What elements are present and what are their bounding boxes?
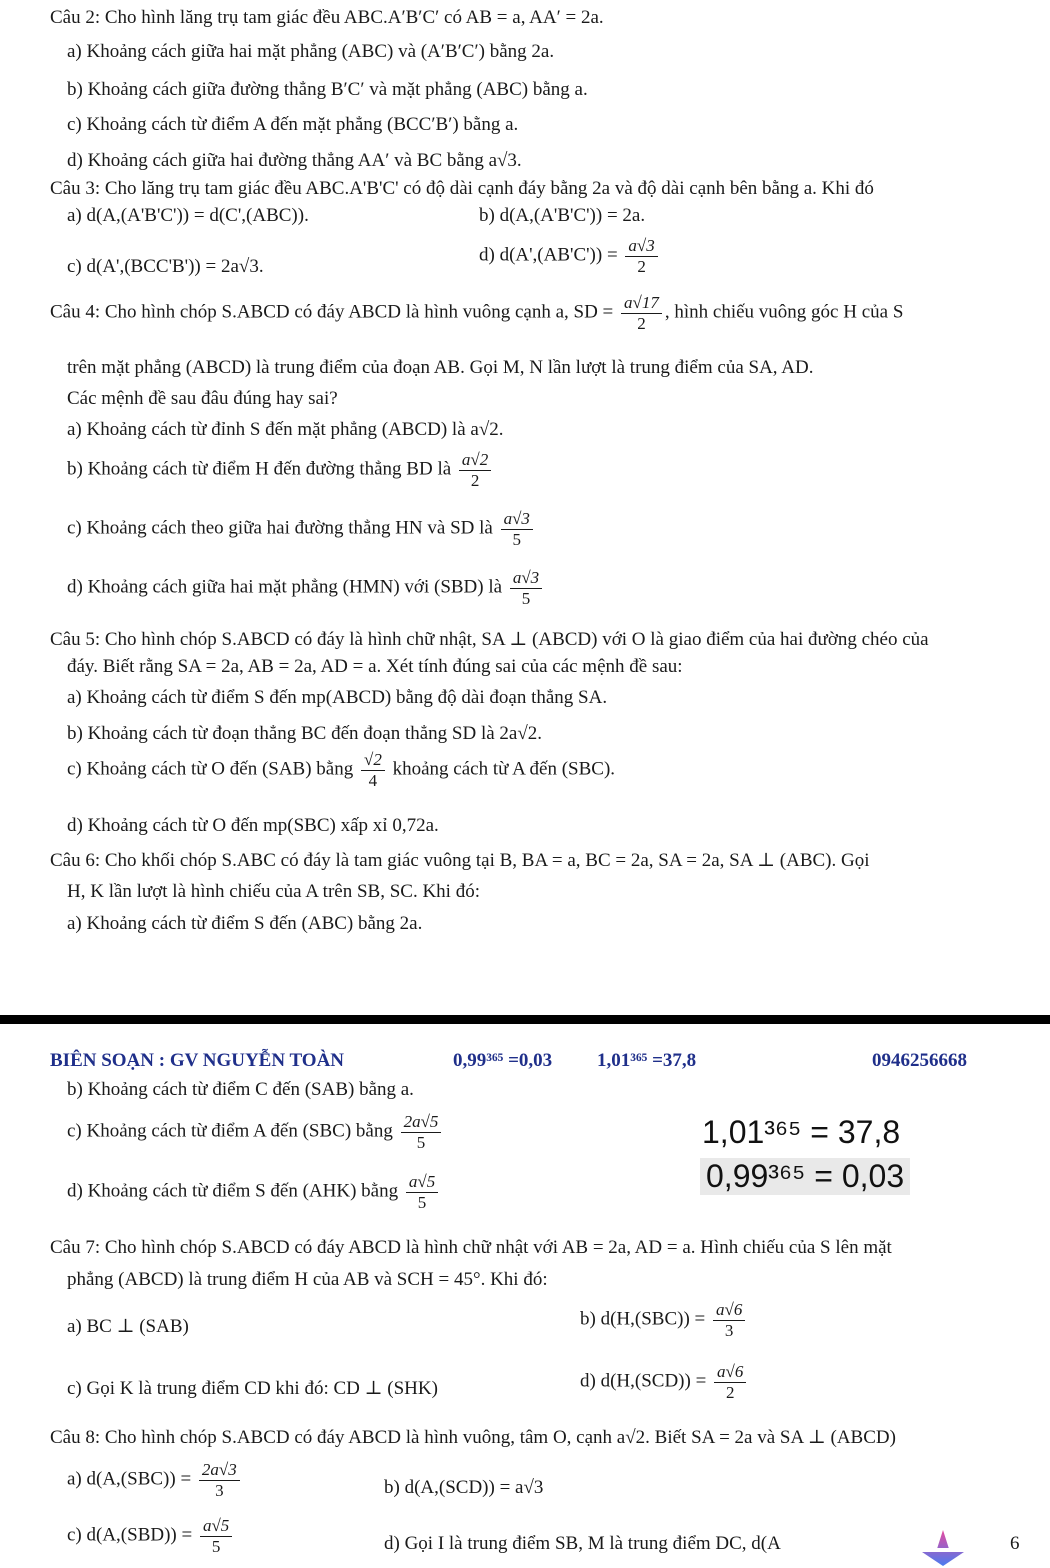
q4-option-a: a) Khoảng cách từ đỉnh S đến mặt phẳng (ABCD) là a√2.: [67, 419, 504, 440]
q6-option-a: a) Khoảng cách từ điểm S đến (ABC) bằng 2a.: [67, 913, 423, 934]
q5-option-b: b) Khoảng cách từ đoạn thẳng BC đến đoạn thẳng SD là 2a√2.: [67, 723, 543, 744]
sparkle-badge-icon[interactable]: [920, 1528, 966, 1568]
q7-b-fraction: $\frac{a√6}{3}$: [713, 1300, 745, 1340]
q4-stem-line2: trên mặt phẳng (ABCD) là trung điểm của đoạn AB. Gọi M, N lần lượt là trung điểm của SA, AD.: [67, 357, 814, 378]
q7-stem: Câu 7: Cho hình chóp S.ABCD có đáy ABCD là hình chữ nhật với AB = 2a, AD = a. Hình chiếu của S lên mặt: [50, 1237, 892, 1258]
q6-option-b: b) Khoảng cách từ điểm C đến (SAB) bằng a.: [67, 1079, 414, 1100]
q7-option-a: a) BC ⊥ (SAB): [67, 1316, 189, 1337]
q5-c-fraction: $\frac{√2}{4}$: [361, 750, 385, 790]
q6-option-d: d) Khoảng cách từ điểm S đến (AHK) bằng $\frac{a√5}{5}$: [67, 1172, 441, 1212]
q4-c-fraction: $\frac{a√3}{5}$: [501, 509, 533, 549]
q8-stem: Câu 8: Cho hình chóp S.ABCD có đáy ABCD là hình vuông, tâm O, cạnh a√2. Biết SA = 2a và SA ⊥ (ABCD): [50, 1427, 896, 1448]
q7-option-c: c) Gọi K là trung điểm CD khi đó: CD ⊥ (SHK): [67, 1378, 438, 1399]
q2-option-c: c) Khoảng cách từ điểm A đến mặt phẳng (BCC′B′) bằng a.: [67, 114, 519, 135]
q5-option-d: d) Khoảng cách từ O đến mp(SBC) xấp xỉ 0,72a.: [67, 815, 439, 836]
header-author: BIÊN SOẠN : GV NGUYỄN TOÀN: [50, 1050, 345, 1071]
q2-stem: Câu 2: Cho hình lăng trụ tam giác đều ABC.A′B′C′ có AB = a, AA′ = 2a.: [50, 7, 604, 28]
q3-option-a: a) d(A,(A'B'C')) = d(C',(ABC)).: [67, 205, 309, 226]
q5-stem-line2: đáy. Biết rằng SA = 2a, AB = 2a, AD = a. Xét tính đúng sai của các mệnh đề sau:: [67, 656, 683, 677]
q8-c-fraction: $\frac{a√5}{5}$: [200, 1516, 232, 1556]
q6-option-c: c) Khoảng cách từ điểm A đến (SBC) bằng $\frac{2a√5}{5}$: [67, 1112, 444, 1152]
q3-d-fraction: $\frac{a√3}{2}$: [625, 236, 657, 276]
q4-d-fraction: $\frac{a√3}{5}$: [510, 568, 542, 608]
header-formula-2: 1,01³⁶⁵ =37,8: [597, 1050, 697, 1071]
q3-stem: Câu 3: Cho lăng trụ tam giác đều ABC.A'B'C' có độ dài cạnh đáy bằng 2a và độ dài cạnh bên bằng a. Khi đó: [50, 178, 874, 199]
q8-option-d-tail: 6: [1010, 1533, 1020, 1554]
q6-d-fraction: $\frac{a√5}{5}$: [406, 1172, 438, 1212]
q4-b-fraction: $\frac{a√2}{2}$: [459, 450, 491, 490]
q7-option-b: b) d(H,(SBC)) = $\frac{a√6}{3}$: [580, 1300, 748, 1340]
q4-sd-fraction: $\frac{a√17}{2}$: [621, 293, 662, 333]
q7-option-d: d) d(H,(SCD)) = $\frac{a√6}{2}$: [580, 1362, 749, 1402]
q7-stem-line2: phẳng (ABCD) là trung điểm H của AB và SCH = 45°. Khi đó:: [67, 1269, 548, 1290]
q6-stem: Câu 6: Cho khối chóp S.ABC có đáy là tam giác vuông tại B, BA = a, BC = 2a, SA = 2a, SA ⊥ (ABC). Gọi: [50, 850, 870, 871]
q2-option-a: a) Khoảng cách giữa hai mặt phẳng (ABC) và (A′B′C′) bằng 2a.: [67, 41, 555, 62]
page-divider: [0, 1015, 1050, 1024]
q5-option-c: c) Khoảng cách từ O đến (SAB) bằng $\frac{√2}{4}$ khoảng cách từ A đến (SBC).: [67, 750, 616, 790]
q8-option-c: c) d(A,(SBD)) = $\frac{a√5}{5}$: [67, 1516, 235, 1556]
q8-a-fraction: $\frac{2a√3}{3}$: [199, 1460, 240, 1500]
header-phone: 0946256668: [872, 1050, 967, 1071]
q3-option-c: c) d(A',(BCC'B')) = 2a√3.: [67, 256, 264, 277]
q4-option-b: b) Khoảng cách từ điểm H đến đường thẳng BD là $\frac{a√2}{2}$: [67, 450, 494, 490]
q3-option-d: d) d(A',(AB'C')) = $\frac{a√3}{2}$: [479, 236, 661, 276]
header-formula-1: 0,99³⁶⁵ =0,03: [453, 1050, 553, 1071]
q3-option-b: b) d(A,(A'B'C')) = 2a.: [479, 205, 646, 226]
q6-stem-line2: H, K lần lượt là hình chiếu của A trên SB, SC. Khi đó:: [67, 881, 480, 902]
q2-option-b: b) Khoảng cách giữa đường thẳng B′C′ và mặt phẳng (ABC) bằng a.: [67, 79, 588, 100]
big-value-1: 1,01³⁶⁵ = 37,8: [702, 1114, 901, 1150]
q4-stem: Câu 4: Cho hình chóp S.ABCD có đáy ABCD là hình vuông cạnh a, SD = $\frac{a√17}{2}$ , hình chiếu vuông góc H của S: [50, 293, 904, 333]
q4-option-d: d) Khoảng cách giữa hai mặt phẳng (HMN) với (SBD) là $\frac{a√3}{5}$: [67, 568, 545, 608]
q7-d-fraction: $\frac{a√6}{2}$: [714, 1362, 746, 1402]
big-value-2: 0,99³⁶⁵ = 0,03: [700, 1158, 910, 1195]
q5-option-a: a) Khoảng cách từ điểm S đến mp(ABCD) bằng độ dài đoạn thẳng SA.: [67, 687, 608, 708]
q5-stem: Câu 5: Cho hình chóp S.ABCD có đáy là hình chữ nhật, SA ⊥ (ABCD) với O là giao điểm của hai đường chéo của: [50, 629, 929, 650]
q4-stem-line3: Các mệnh đề sau đâu đúng hay sai?: [67, 388, 338, 409]
q8-option-d: d) Gọi I là trung điểm SB, M là trung điểm DC, d(A: [384, 1533, 781, 1554]
q8-option-b: b) d(A,(SCD)) = a√3: [384, 1477, 544, 1498]
q8-option-a: a) d(A,(SBC)) = $\frac{2a√3}{3}$: [67, 1460, 243, 1500]
q6-c-fraction: $\frac{2a√5}{5}$: [401, 1112, 442, 1152]
q2-option-d: d) Khoảng cách giữa hai đường thẳng AA′ và BC bằng a√3.: [67, 150, 522, 171]
q4-option-c: c) Khoảng cách theo giữa hai đường thẳng HN và SD là $\frac{a√3}{5}$: [67, 509, 536, 549]
